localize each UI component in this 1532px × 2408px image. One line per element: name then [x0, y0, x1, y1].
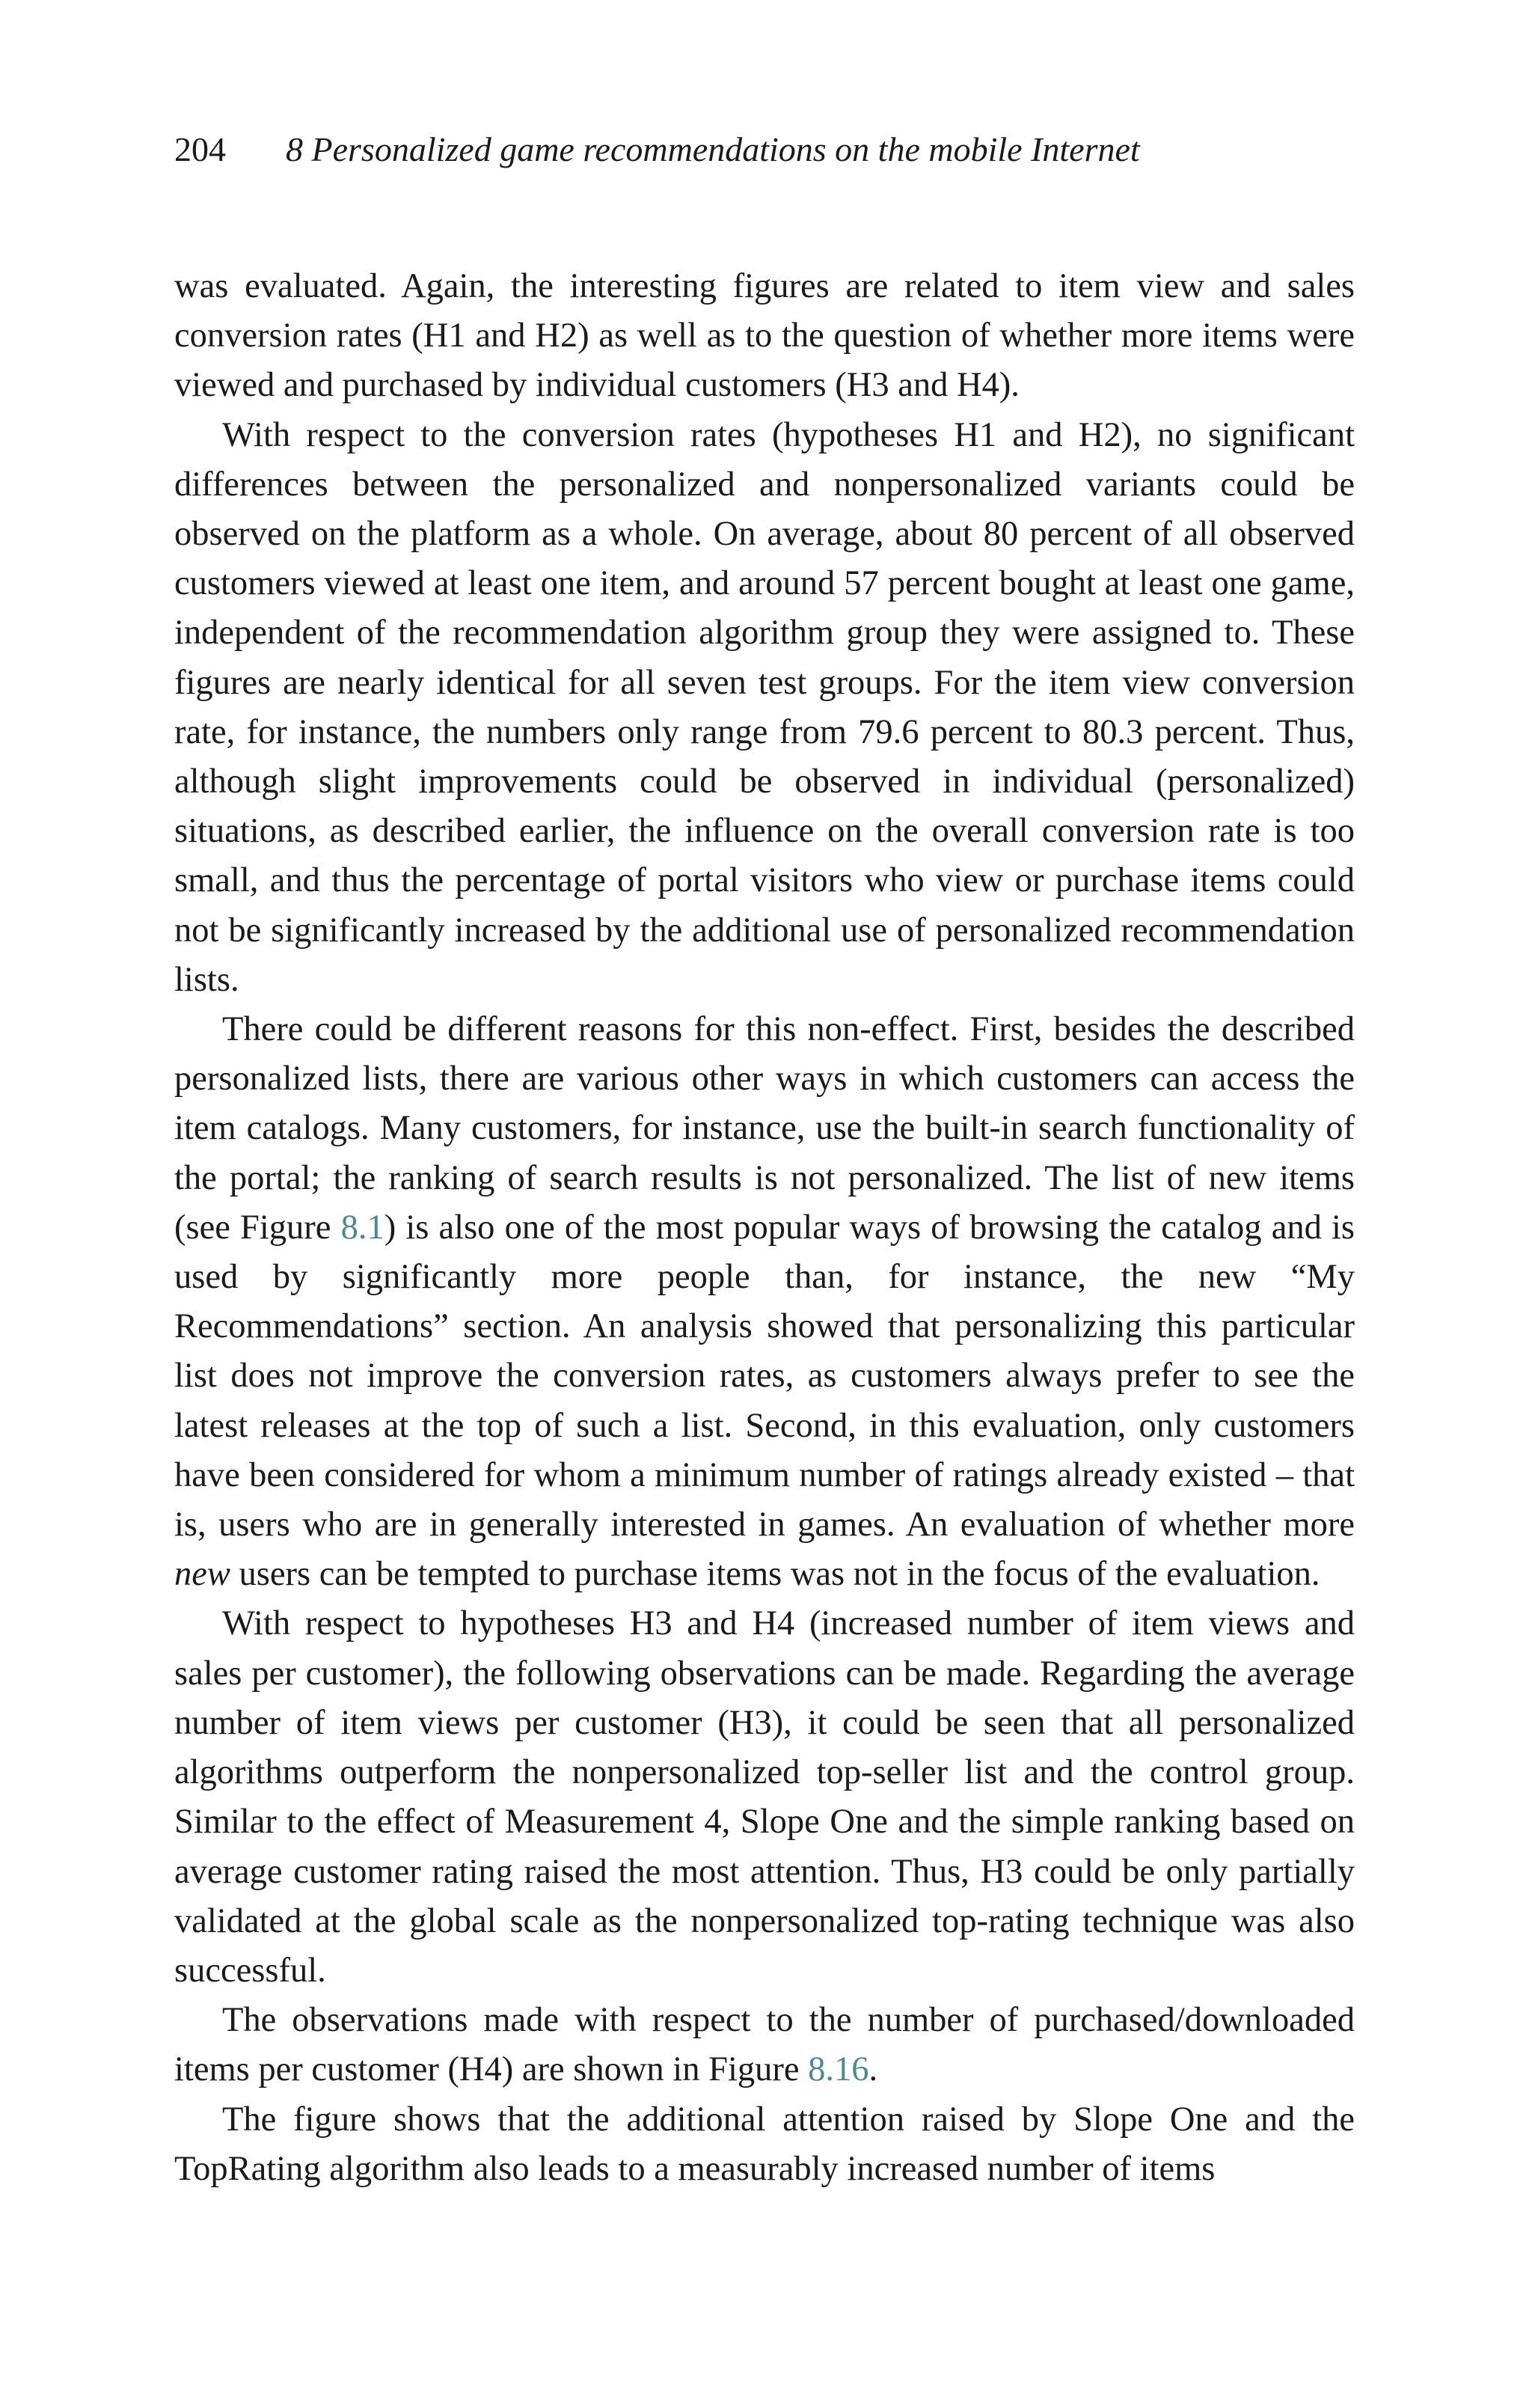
emphasized-text: new: [174, 1555, 230, 1594]
paragraph-text: ) is also one of the most popular ways of browsing the catalog and is used by significantly more people than, for instance, the new “My Recommendations” section. An analysis showed that personalizing this particular list does not improve the conversion rates, as customers always prefer to see the latest releases at the top of such a list. Second, in this evaluation, only customers have been considered for whom a minimum number of ratings already existed – that is, users who are in generally interested in games. An evaluation of whether more: [174, 1208, 1355, 1544]
paragraph-text: .: [868, 2050, 878, 2089]
paragraph-text: With respect to hypotheses H3 and H4 (increased number of item views and sales per customer), the following observations can be made. Regarding the average number of item views per customer (H3), it could be seen that all personalized algorithms outperform the nonpersonalized top-seller list and the control group. Similar to the effect of Measurement 4, Slope One and the simple ranking based on average customer rating raised the most attention. Thus, H3 could be only partially validated at the global scale as the nonpersonalized top-rating technique was also successful.: [174, 1604, 1355, 1990]
paragraph-p3: [174, 1005, 1355, 1599]
paragraph-text: With respect to the conversion rates (hypotheses H1 and H2), no significant differences between the personalized and nonpersonalized variants could be observed on the platform as a whole. On average, about 80 percent of all observed customers viewed at least one item, and around 57 percent bought at least one game, independent of the recommendation algorithm group they were assigned to. These figures are nearly identical for all seven test groups. For the item view conversion rate, for instance, the numbers only range from 79.6 percent to 80.3 percent. Thus, although slight improvements could be observed in individual (personalized) situations, as described earlier, the influence on the overall conversion rate is too small, and thus the percentage of portal visitors who view or purchase items could not be significantly increased by the additional use of personalized recommendation lists.: [174, 415, 1355, 999]
page-number: 204: [174, 130, 226, 168]
figure-reference-link[interactable]: 8.16: [808, 2050, 869, 2089]
paragraph-text: users can be tempted to purchase items was not in the focus of the evaluation.: [230, 1555, 1320, 1594]
paragraph-text: The observations made with respect to the number of purchased/downloaded items per customer (H4) are shown in Figure: [174, 2001, 1355, 2089]
paragraph-p2: [174, 411, 1355, 1005]
paragraph-p4: [174, 1599, 1355, 1996]
paragraph-p1: [174, 262, 1355, 411]
paragraph-text: There could be different reasons for this non-effect. First, besides the described personalized lists, there are various other ways in which customers can access the item catalogs. Many customers, for instance, use the built-in search functionality of the portal; the ranking of search results is not personalized. The list of new items (see Figure: [174, 1010, 1355, 1247]
body-text: [174, 262, 1355, 2194]
figure-reference-link[interactable]: 8.1: [340, 1208, 384, 1247]
paragraph-text: was evaluated. Again, the interesting figures are related to item view and sales conversion rates (H1 and H2) as well as to the question of whether more items were viewed and purchased by individual customers (H3 and H4).: [174, 267, 1355, 405]
paragraph-text: The figure shows that the additional attention raised by Slope One and the TopRating algorithm also leads to a measurably increased number of items: [174, 2100, 1355, 2188]
chapter-title: 8 Personalized game recommendations on the mobile Internet: [286, 130, 1140, 168]
paragraph-p5: [174, 1996, 1355, 2094]
running-head: [174, 127, 1355, 172]
paragraph-p6: [174, 2095, 1355, 2194]
